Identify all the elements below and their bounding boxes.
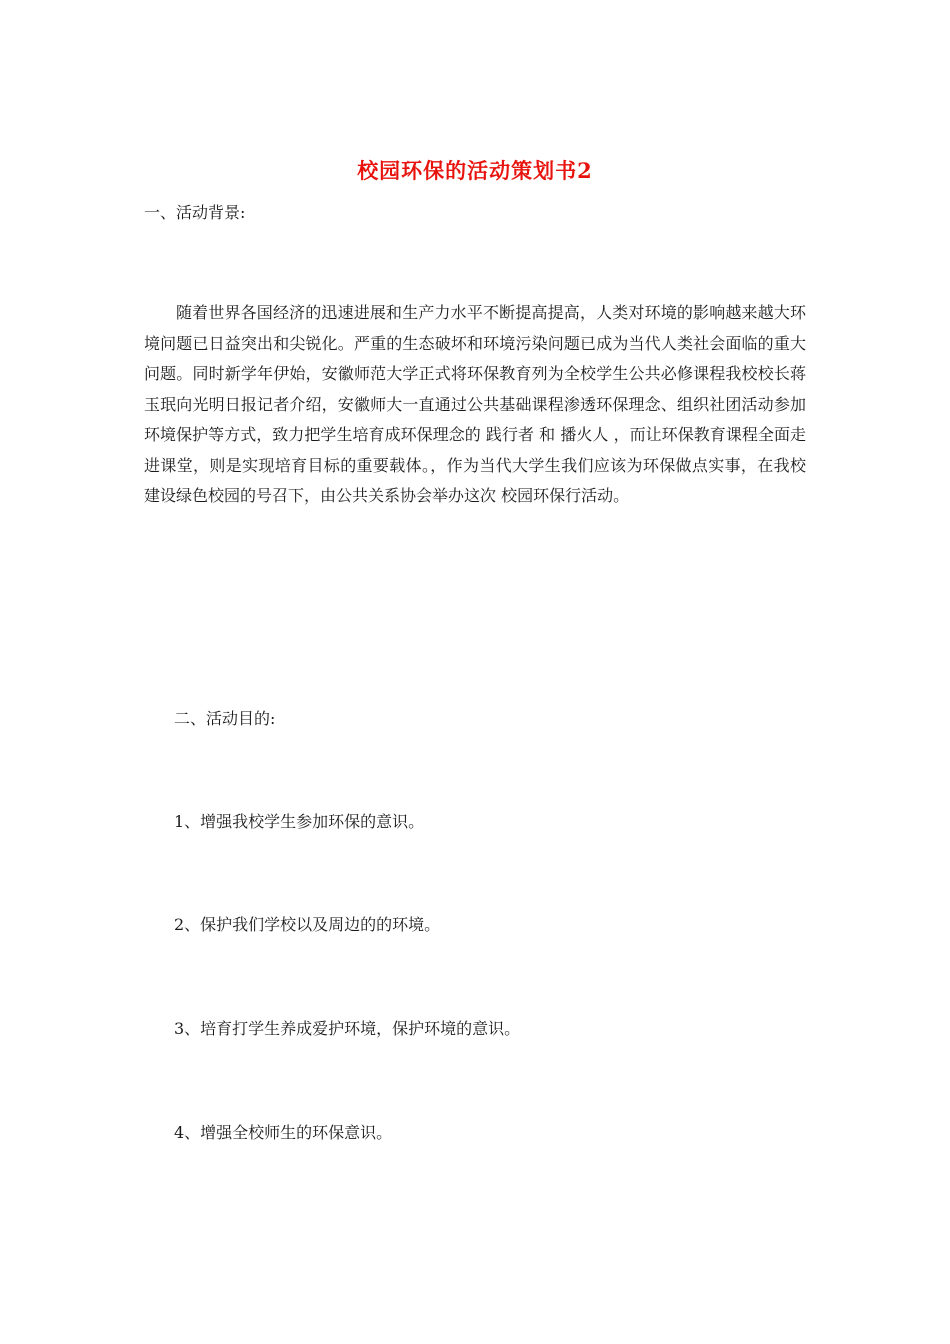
section-heading-background: 一、活动背景:	[144, 203, 246, 222]
goal-item: 4、增强全校师生的环保意识。	[174, 1123, 393, 1142]
document-title: 校园环保的活动策划书2	[357, 158, 593, 183]
goal-item: 1、增强我校学生参加环保的意识。	[174, 812, 425, 831]
background-paragraph: 随着世界各国经济的迅速进展和生产力水平不断提高提高，人类对环境的影响越来越大环境问题已日益突出和尖锐化。严重的生态破坏和环境污染问题已成为当代人类社会面临的重大问题。同时新学年伊始，安徽师范大学正式将环保教育列为全校学生公共必修课程我校校长蒋玉珉向光明日报记者介绍，安徽师大一直通过公共基础课程渗透环保理念、组织社团活动参加环境保护等方式，致力把学生培育成环保理念的 践行者 和 播火人 ，而让环保教育课程全面走进课堂，则是实现培育目标的重要载体。，作为当代大学生我们应该为环保做点实事，在我校建设绿色校园的号召下，由公共关系协会举办这次 校园环保行活动。	[144, 303, 806, 505]
goal-item: 2、保护我们学校以及周边的的环境。	[174, 915, 441, 934]
section-heading-goals: 二、活动目的:	[174, 709, 276, 728]
goal-item: 3、培育打学生养成爱护环境，保护环境的意识。	[174, 1019, 521, 1038]
